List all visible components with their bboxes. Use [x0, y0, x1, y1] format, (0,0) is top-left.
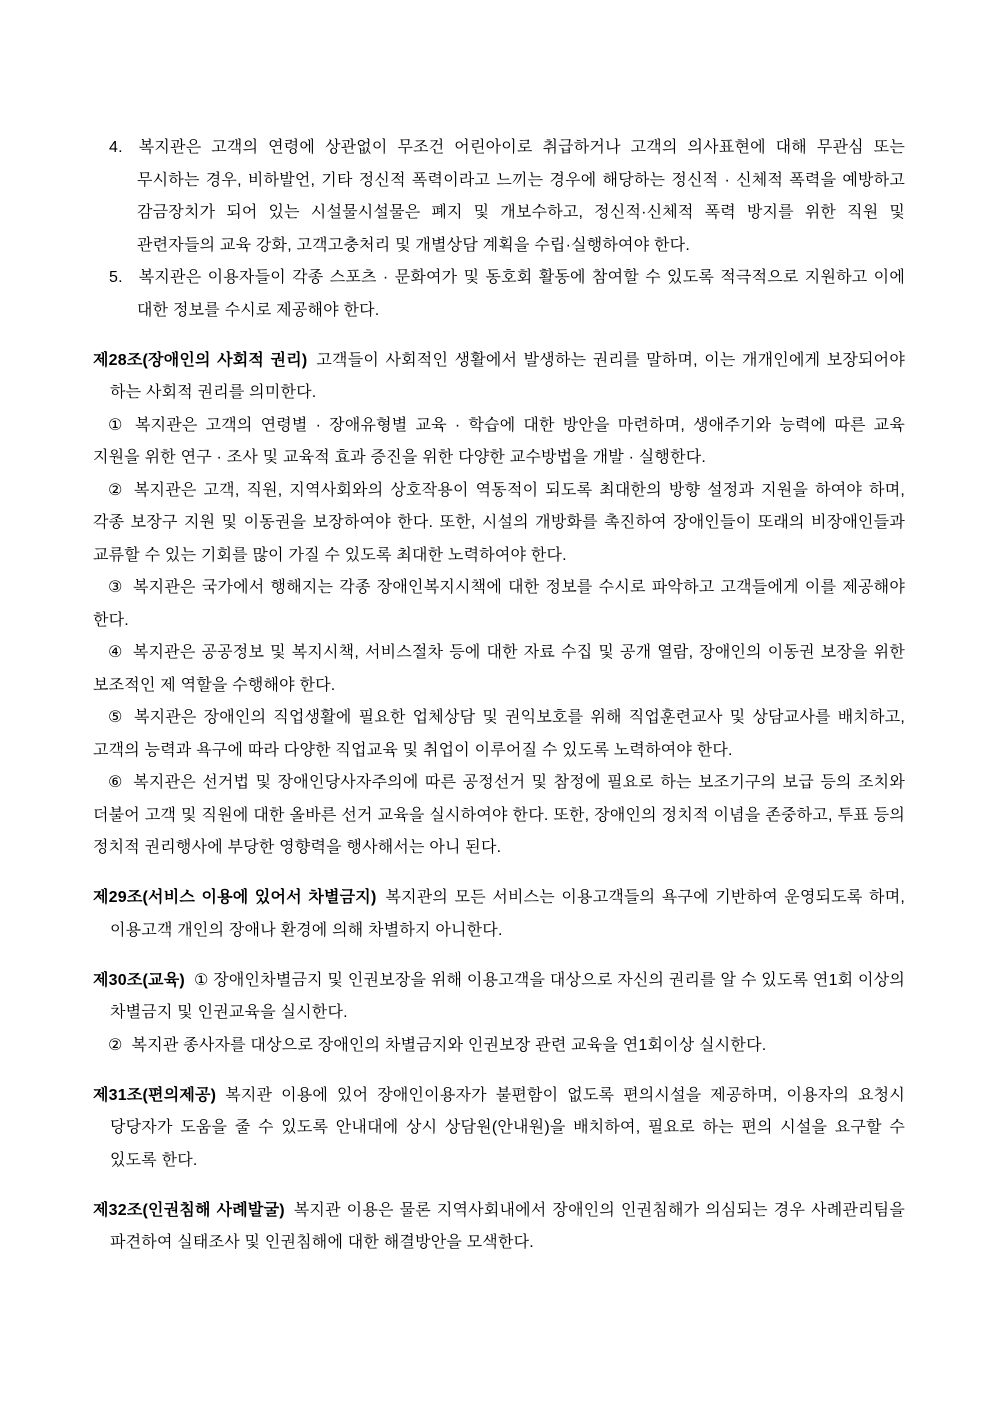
clause-1-text: 복지관은 고객의 연령별 · 장애유형별 교육 · 학습에 대한 방안을 마련하며, 생애주기와 능력에 따른 교육 지원을 위한 연구 · 조사 및 교육적 효과 증진을 위한 다양한 교수방법을 개발 · 실행한다.	[93, 416, 905, 466]
clause-3-marker: ③	[108, 579, 125, 596]
list-item-4	[93, 132, 905, 262]
list-item-4-number: 4.	[109, 139, 123, 156]
article-29-body: 복지관의 모든 서비스는 이용고객들의 욕구에 기반하여 운영되도록 하며, 이용고객 개인의 장애나 환경에 의해 차별하지 아니한다.	[110, 889, 905, 939]
list-item-4-text: 복지관은 고객의 연령에 상관없이 무조건 어린아이로 취급하거나 고객의 의사표현에 대해 무관심 또는 무시하는 경우, 비하발언, 기타 정신적 폭력이라고 느끼는 경우에 해당하는 정신적 · 신체적 폭력을 예방하고 감금장치가 되어 있는 시설물시설물은 폐지 및 개보수하고, 정신적·신체적 폭력 방지를 위한 직원 및 관련자들의 교육 강화, 고객고충처리 및 개별상담 계획을 수립·실행하여야 한다.	[137, 139, 905, 254]
clause-2-text: 복지관은 고객, 직원, 지역사회와의 상호작용이 역동적이 되도록 최대한의 방향 설정과 지원을 하여야 하며, 각종 보장구 지원 및 이동권을 보장하여야 한다. 또한, 시설의 개방화를 촉진하여 장애인들이 또래의 비장애인들과 교류할 수 있는 기회를 많이 가질 수 있도록 최대한 노력하여야 한다.	[93, 481, 906, 564]
list-item-5-number: 5.	[109, 269, 123, 286]
article-31-body: 복지관 이용에 있어 장애인이용자가 불편함이 없도록 편의시설을 제공하며, 이용자의 요청시 당당자가 도움을 줄 수 있도록 안내대에 상시 상담원(안내원)을 배치하여, 필요로 하는 편의 시설을 요구할 수 있도록 한다.	[110, 1086, 905, 1169]
article-28-clause-1	[93, 410, 905, 475]
article-31	[93, 1080, 905, 1178]
clause-6-text: 복지관은 선거법 및 장애인당사자주의에 따른 공정선거 및 참정에 필요로 하는 보조기구의 보급 등의 조치와 더불어 고객 및 직원에 대한 올바른 선거 교육을 실시하여야 한다. 또한, 장애인의 정치적 이념을 존중하고, 투표 등의 정치적 권리행사에 부당한 영향력을 행사해서는 아니 된다.	[93, 774, 905, 856]
article-31-heading: 제31조(편의제공)	[93, 1086, 217, 1104]
clause-5-marker: ⑤	[108, 709, 125, 726]
clause-4-marker: ④	[108, 644, 124, 661]
article-30	[93, 965, 905, 1030]
article-28-clause-6	[93, 767, 905, 865]
article-28-clause-5	[93, 702, 905, 767]
list-item-5-text: 복지관은 이용자들이 각종 스포츠 · 문화여가 및 동호회 활동에 참여할 수 있도록 적극적으로 지원하고 이에 대한 정보를 수시로 제공해야 한다.	[137, 269, 905, 319]
clause-1-marker: ①	[108, 416, 126, 434]
article-28-clause-3	[93, 572, 905, 637]
clause-5-text: 복지관은 장애인의 직업생활에 필요한 업체상담 및 권익보호를 위해 직업훈련교사 및 상담교사를 배치하고, 고객의 능력과 욕구에 따라 다양한 직업교육 및 취업이 이루어질 수 있도록 노력하여야 한다.	[93, 709, 906, 759]
article-30-heading: 제30조(교육)	[93, 971, 185, 989]
clause-4-text: 복지관은 공공정보 및 복지시책, 서비스절차 등에 대한 자료 수집 및 공개 열람, 장애인의 이동권 보장을 위한 보조적인 제 역할을 수행해야 한다.	[93, 644, 905, 694]
list-item-5	[93, 262, 905, 327]
clause-6-marker: ⑥	[108, 774, 125, 791]
article-30-clause-2	[93, 1030, 905, 1063]
article-28-heading: 제28조(장애인의 사회적 권리)	[93, 351, 308, 369]
article-28	[93, 345, 905, 410]
article-29-heading: 제29조(서비스 이용에 있어서 차별금지)	[93, 889, 377, 906]
article-28-clause-2	[93, 475, 905, 573]
clause-2-marker: ②	[108, 481, 125, 499]
article-32	[93, 1195, 905, 1260]
article-32-body: 복지관 이용은 물론 지역사회내에서 장애인의 인권침해가 의심되는 경우 사례관리팀을 파견하여 실태조사 및 인권침해에 대한 해결방안을 모색한다.	[110, 1201, 905, 1251]
article-30-body: ① 장애인차별금지 및 인권보장을 위해 이용고객을 대상으로 자신의 권리를 알 수 있도록 연1회 이상의 차별금지 및 인권교육을 실시한다.	[110, 971, 905, 1021]
article-28-clause-4	[93, 637, 905, 702]
article-32-heading: 제32조(인권침해 사례발굴)	[93, 1201, 285, 1219]
clause-3-text: 복지관은 국가에서 행해지는 각종 장애인복지시책에 대한 정보를 수시로 파악하고 고객들에게 이를 제공해야 한다.	[93, 579, 905, 629]
article-30-clause-2-marker: ②	[108, 1036, 123, 1054]
article-30-clause-2-text: 복지관 종사자를 대상으로 장애인의 차별금지와 인권보장 관련 교육을 연1회이상 실시한다.	[131, 1036, 767, 1054]
article-29	[93, 882, 905, 947]
article-28-body: 고객들이 사회적인 생활에서 발생하는 권리를 말하며, 이는 개개인에게 보장되어야 하는 사회적 권리를 의미한다.	[110, 351, 905, 401]
